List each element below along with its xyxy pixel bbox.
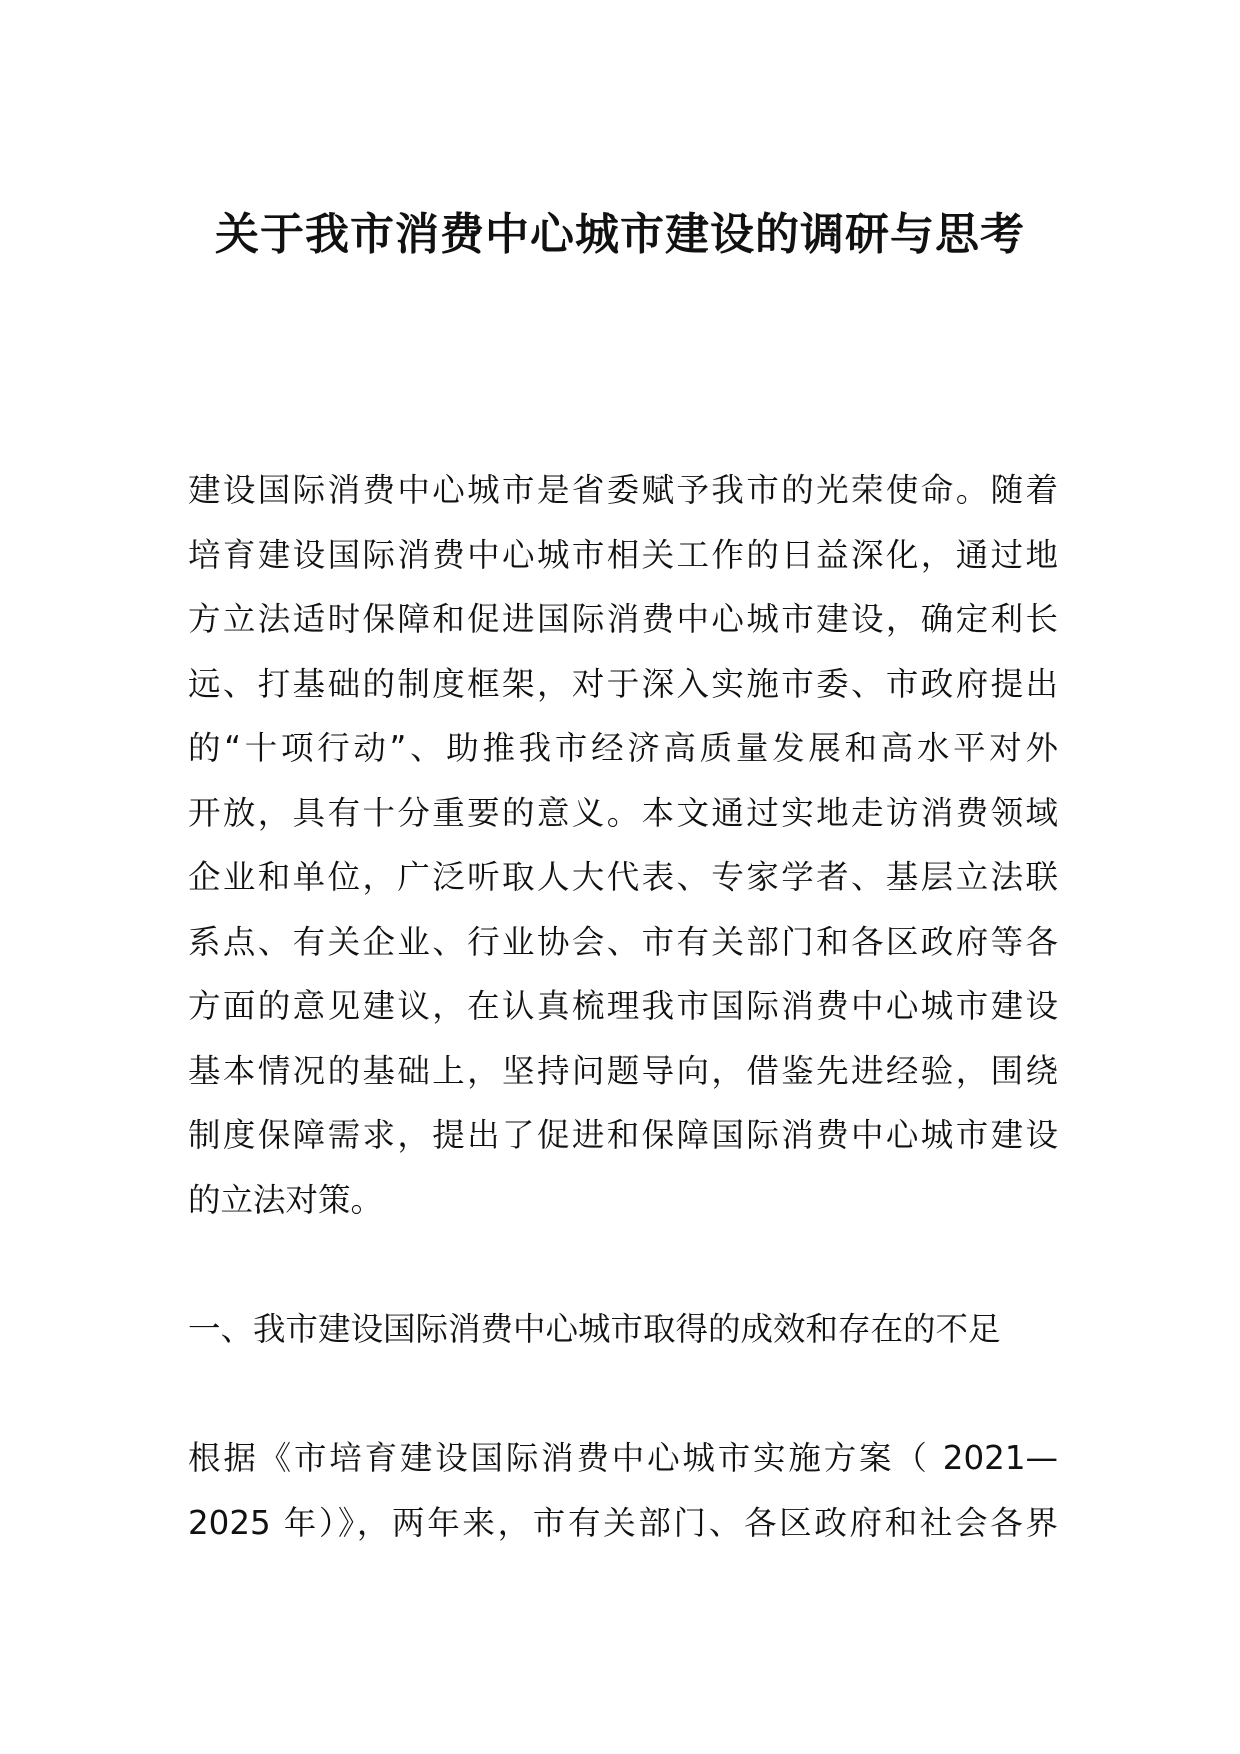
paragraph-line: 方面的意见建议，在认真梳理我市国际消费中心城市建设: [188, 987, 1058, 1025]
paragraph-line: 基本情况的基础上，坚持问题导向，借鉴先进经验，围绕: [188, 1051, 1058, 1090]
paragraph-line: 2025 年）》，两年来，市有关部门、各区政府和社会各界: [188, 1503, 1058, 1542]
section-heading-text: 一、我市建设国际消费中心城市取得的成效和存在的不足: [188, 1310, 1001, 1348]
section-heading: [188, 1297, 1058, 1362]
paragraph-line: 远、打基础的制度框架，对于深入实施市委、市政府提出: [188, 664, 1058, 703]
paragraph-line: 系点、有关企业、行业协会、市有关部门和各区政府等各: [188, 922, 1058, 961]
paragraph-line: 开放，具有十分重要的意义。本文通过实地走访消费领域: [188, 793, 1058, 832]
paragraph-line: 根据《市培育建设国际消费中心城市实施方案（ 2021—: [188, 1439, 1058, 1477]
paragraph-line: 的立法对策。: [188, 1180, 384, 1219]
paragraph-line: 方立法适时保障和促进国际消费中心城市建设，确定利长: [188, 600, 1058, 638]
document-title: 关于我市消费中心城市建设的调研与思考: [215, 209, 1025, 260]
paragraph-line: 建设国际消费中心城市是省委赋予我市的光荣使命。随着: [188, 471, 1058, 509]
section-1-paragraph: [188, 1426, 1058, 1555]
paragraph-line: 企业和单位，广泛听取人大代表、专家学者、基层立法联: [188, 858, 1058, 896]
paragraph-line: 培育建设国际消费中心城市相关工作的日益深化，通过地: [188, 535, 1058, 574]
paragraph-line: 的“十项行动”、助推我市经济高质量发展和高水平对外: [188, 729, 1058, 767]
intro-paragraph: [188, 458, 1058, 1232]
paragraph-line: 制度保障需求，提出了促进和保障国际消费中心城市建设: [188, 1116, 1058, 1154]
